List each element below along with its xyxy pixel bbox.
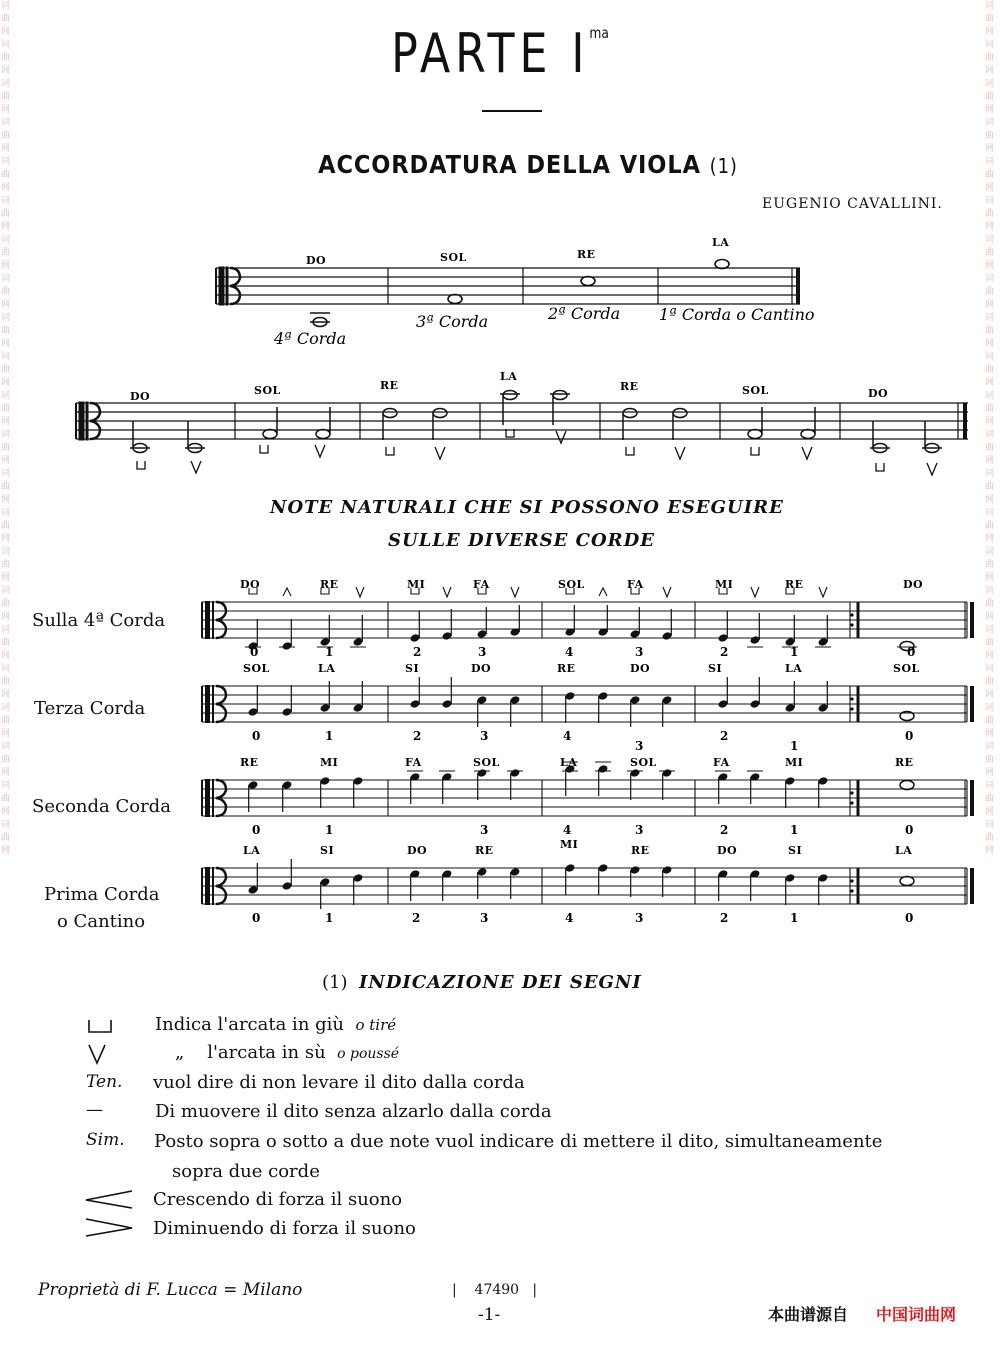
note-name: RE (320, 578, 339, 591)
finger-number: 3 (480, 729, 489, 743)
natural-notes-heading-2: SULLE DIVERSE CORDE (388, 530, 655, 551)
note-name: DO (903, 578, 924, 591)
accent-mark (283, 588, 291, 596)
up-bow-mark (511, 587, 519, 597)
finger-number: 1 (790, 645, 799, 659)
note-name: SOL (630, 756, 657, 769)
finger-number: 3 (635, 823, 644, 837)
tuning-caption-3: 3ª Corda (416, 312, 489, 331)
subtitle-footnote-ref: (1) (709, 154, 738, 178)
diminuendo-icon (82, 1216, 138, 1240)
finger-number: 2 (413, 729, 422, 743)
note-name: SOL (558, 578, 585, 591)
crescendo-icon (82, 1188, 138, 1212)
bow-note-5: RE (620, 380, 639, 393)
string-label-1b: o Cantino (57, 911, 146, 932)
finger-number: 1 (325, 911, 334, 925)
note-name: LA (243, 844, 261, 857)
note-name: FA (405, 756, 422, 769)
author: EUGENIO CAVALLINI. (762, 196, 943, 212)
repeat-dot (850, 889, 853, 892)
note-name: MI (407, 578, 426, 591)
finger-number: 0 (905, 729, 914, 743)
finger-number: 3 (478, 645, 487, 659)
legend-text-3: vuol dire di non levare il dito dalla corda (153, 1072, 525, 1093)
whole-note (900, 877, 914, 886)
finger-number: 0 (907, 645, 916, 659)
legend-text-4: Di muovere il dito senza alzarlo dalla corda (155, 1101, 552, 1122)
part-title-sup: ma (589, 24, 609, 42)
note-name: FA (473, 578, 490, 591)
up-bow-mark (443, 587, 451, 597)
repeat-dot (850, 623, 853, 626)
tuning-note-la: LA (712, 236, 730, 249)
string-label-1a: Prima Corda (44, 884, 160, 905)
finger-number: 0 (252, 823, 261, 837)
finger-number: 2 (720, 729, 729, 743)
finger-number: 1 (790, 739, 799, 753)
bow-note-3: RE (380, 379, 399, 392)
accent-mark (599, 588, 607, 596)
finger-number: 2 (720, 823, 729, 837)
finger-number: 2 (412, 911, 421, 925)
up-bow-mark (751, 587, 759, 597)
finger-number: 1 (325, 645, 334, 659)
string-staves (195, 570, 980, 955)
alto-clef-icon (205, 685, 210, 723)
legend-text-2: „ l'arcata in sù o poussé (175, 1042, 400, 1063)
alto-clef-icon (205, 601, 210, 639)
alto-clef-bar (212, 867, 214, 905)
legend-symbol-dash: — (86, 1100, 103, 1120)
note-name: DO (407, 844, 428, 857)
note-name: SOL (473, 756, 500, 769)
note-name: RE (557, 662, 576, 675)
bow-note-6: SOL (742, 384, 769, 397)
page-number: -1- (478, 1305, 501, 1325)
string-label-3: Terza Corda (34, 698, 146, 719)
note-name: MI (785, 756, 804, 769)
note-name: FA (713, 756, 730, 769)
note-name: SI (788, 844, 803, 857)
note-name: DO (630, 662, 651, 675)
note-name: FA (627, 578, 644, 591)
legend-text-7: Diminuendo di forza il suono (153, 1218, 416, 1239)
string-label-4: Sulla 4ª Corda (32, 610, 166, 631)
alto-clef-icon (205, 779, 210, 817)
bowing-staff (70, 365, 975, 480)
right-edge-watermark: 词曲网 词曲网 词曲网 词曲网 词曲网 词曲网 词曲网 词曲网 词曲网 词曲网 词曲网 词曲网 词曲网 词曲网 词曲网 词曲网 词曲网 词曲网 词曲网 词曲网 词曲网 词曲网 (985, 1, 995, 856)
up-bow-icon (86, 1043, 126, 1065)
finger-number: 0 (905, 911, 914, 925)
bow-note-1: DO (130, 390, 151, 403)
source-label: 本曲谱源自 (768, 1305, 849, 1324)
source-site: 中国词曲网 (876, 1305, 957, 1324)
legend-text-6: Crescendo di forza il suono (153, 1189, 403, 1210)
bow-note-7: DO (868, 387, 889, 400)
note-name: RE (631, 844, 650, 857)
finger-number: 1 (325, 823, 334, 837)
finger-number: 0 (252, 911, 261, 925)
finger-number: 3 (480, 911, 489, 925)
alto-clef-icon (205, 867, 210, 905)
finger-number: 3 (480, 823, 489, 837)
up-bow-mark (356, 587, 364, 597)
note-name: MI (320, 756, 339, 769)
tuning-note-do: DO (306, 254, 327, 267)
alto-clef-bar (212, 779, 214, 817)
finger-number: 4 (563, 823, 572, 837)
bow-marks (137, 429, 937, 475)
title-rule (482, 110, 542, 112)
finger-number: 2 (720, 645, 729, 659)
finger-number: 2 (720, 911, 729, 925)
repeat-dot (850, 697, 853, 700)
tuning-caption-1: 1ª Corda o Cantino (659, 305, 815, 324)
bow-note-4: LA (500, 370, 518, 383)
note-name: SI (708, 662, 723, 675)
note-name: DO (717, 844, 738, 857)
finger-number: 4 (563, 729, 572, 743)
repeat-dot (850, 879, 853, 882)
alto-clef-bar (212, 601, 214, 639)
finger-number: 0 (252, 729, 261, 743)
note-name: DO (240, 578, 261, 591)
finger-number: 2 (413, 645, 422, 659)
left-edge-watermark: 词曲网 词曲网 词曲网 词曲网 词曲网 词曲网 词曲网 词曲网 词曲网 词曲网 词曲网 词曲网 词曲网 词曲网 词曲网 词曲网 词曲网 词曲网 词曲网 词曲网 词曲网 词曲网 (1, 1, 11, 856)
tuning-caption-4: 4ª Corda (274, 329, 347, 348)
alto-clef-bar (212, 685, 214, 723)
note-name: SI (405, 662, 420, 675)
string-label-2: Seconda Corda (32, 796, 171, 817)
finger-number: 4 (565, 911, 574, 925)
finger-number: 1 (790, 823, 799, 837)
tuning-note-re: RE (577, 248, 596, 261)
note-name: RE (475, 844, 494, 857)
legend-heading: (1) INDICAZIONE DEI SEGNI (322, 972, 642, 993)
note-name: DO (471, 662, 492, 675)
finger-number: 1 (790, 911, 799, 925)
whole-note (900, 781, 914, 790)
finger-number: 3 (635, 739, 644, 753)
repeat-dot (850, 613, 853, 616)
finger-number: 0 (905, 823, 914, 837)
bow-note-2: SOL (254, 384, 281, 397)
part-title: PARTE $I^{ma}$ (391, 22, 609, 85)
note-name: LA (318, 662, 336, 675)
plate-number: | 47490 | (452, 1282, 538, 1298)
tuning-staff (200, 230, 820, 355)
note-name: MI (560, 838, 579, 851)
finger-number: 3 (635, 645, 644, 659)
note-name: SI (320, 844, 335, 857)
repeat-dot (850, 801, 853, 804)
note-name: SOL (893, 662, 920, 675)
down-bow-icon (86, 1016, 126, 1036)
finger-number: 3 (635, 911, 644, 925)
finger-number: 4 (565, 645, 574, 659)
note-name: RE (785, 578, 804, 591)
tuning-note-sol: SOL (440, 251, 467, 264)
finger-number: 1 (325, 729, 334, 743)
publisher: Proprietà di F. Lucca = Milano (38, 1280, 303, 1300)
note-name: LA (785, 662, 803, 675)
note-name: SOL (243, 662, 270, 675)
note-name: MI (715, 578, 734, 591)
note-name: RE (240, 756, 259, 769)
natural-notes-heading-1: NOTE NATURALI CHE SI POSSONO ESEGUIRE (270, 497, 784, 518)
note-name: LA (560, 756, 578, 769)
legend-symbol-ten: Ten. (86, 1072, 123, 1092)
legend-text-1: Indica l'arcata in giù o tiré (155, 1014, 397, 1035)
legend-text-5: Posto sopra o sotto a due note vuol indicare di mettere il dito, simultaneamente (154, 1131, 883, 1152)
subtitle: ACCORDATURA DELLA VIOLA (1) (318, 150, 738, 179)
tuning-caption-2: 2ª Corda (548, 304, 621, 323)
note-name: RE (895, 756, 914, 769)
finger-number: 0 (250, 645, 259, 659)
note-name: LA (895, 844, 913, 857)
legend-text-5b: sopra due corde (172, 1161, 320, 1182)
legend-symbol-sim: Sim. (86, 1130, 125, 1150)
repeat-dot (850, 707, 853, 710)
repeat-dot (850, 791, 853, 794)
up-bow-mark (819, 587, 827, 597)
up-bow-mark (663, 587, 671, 597)
